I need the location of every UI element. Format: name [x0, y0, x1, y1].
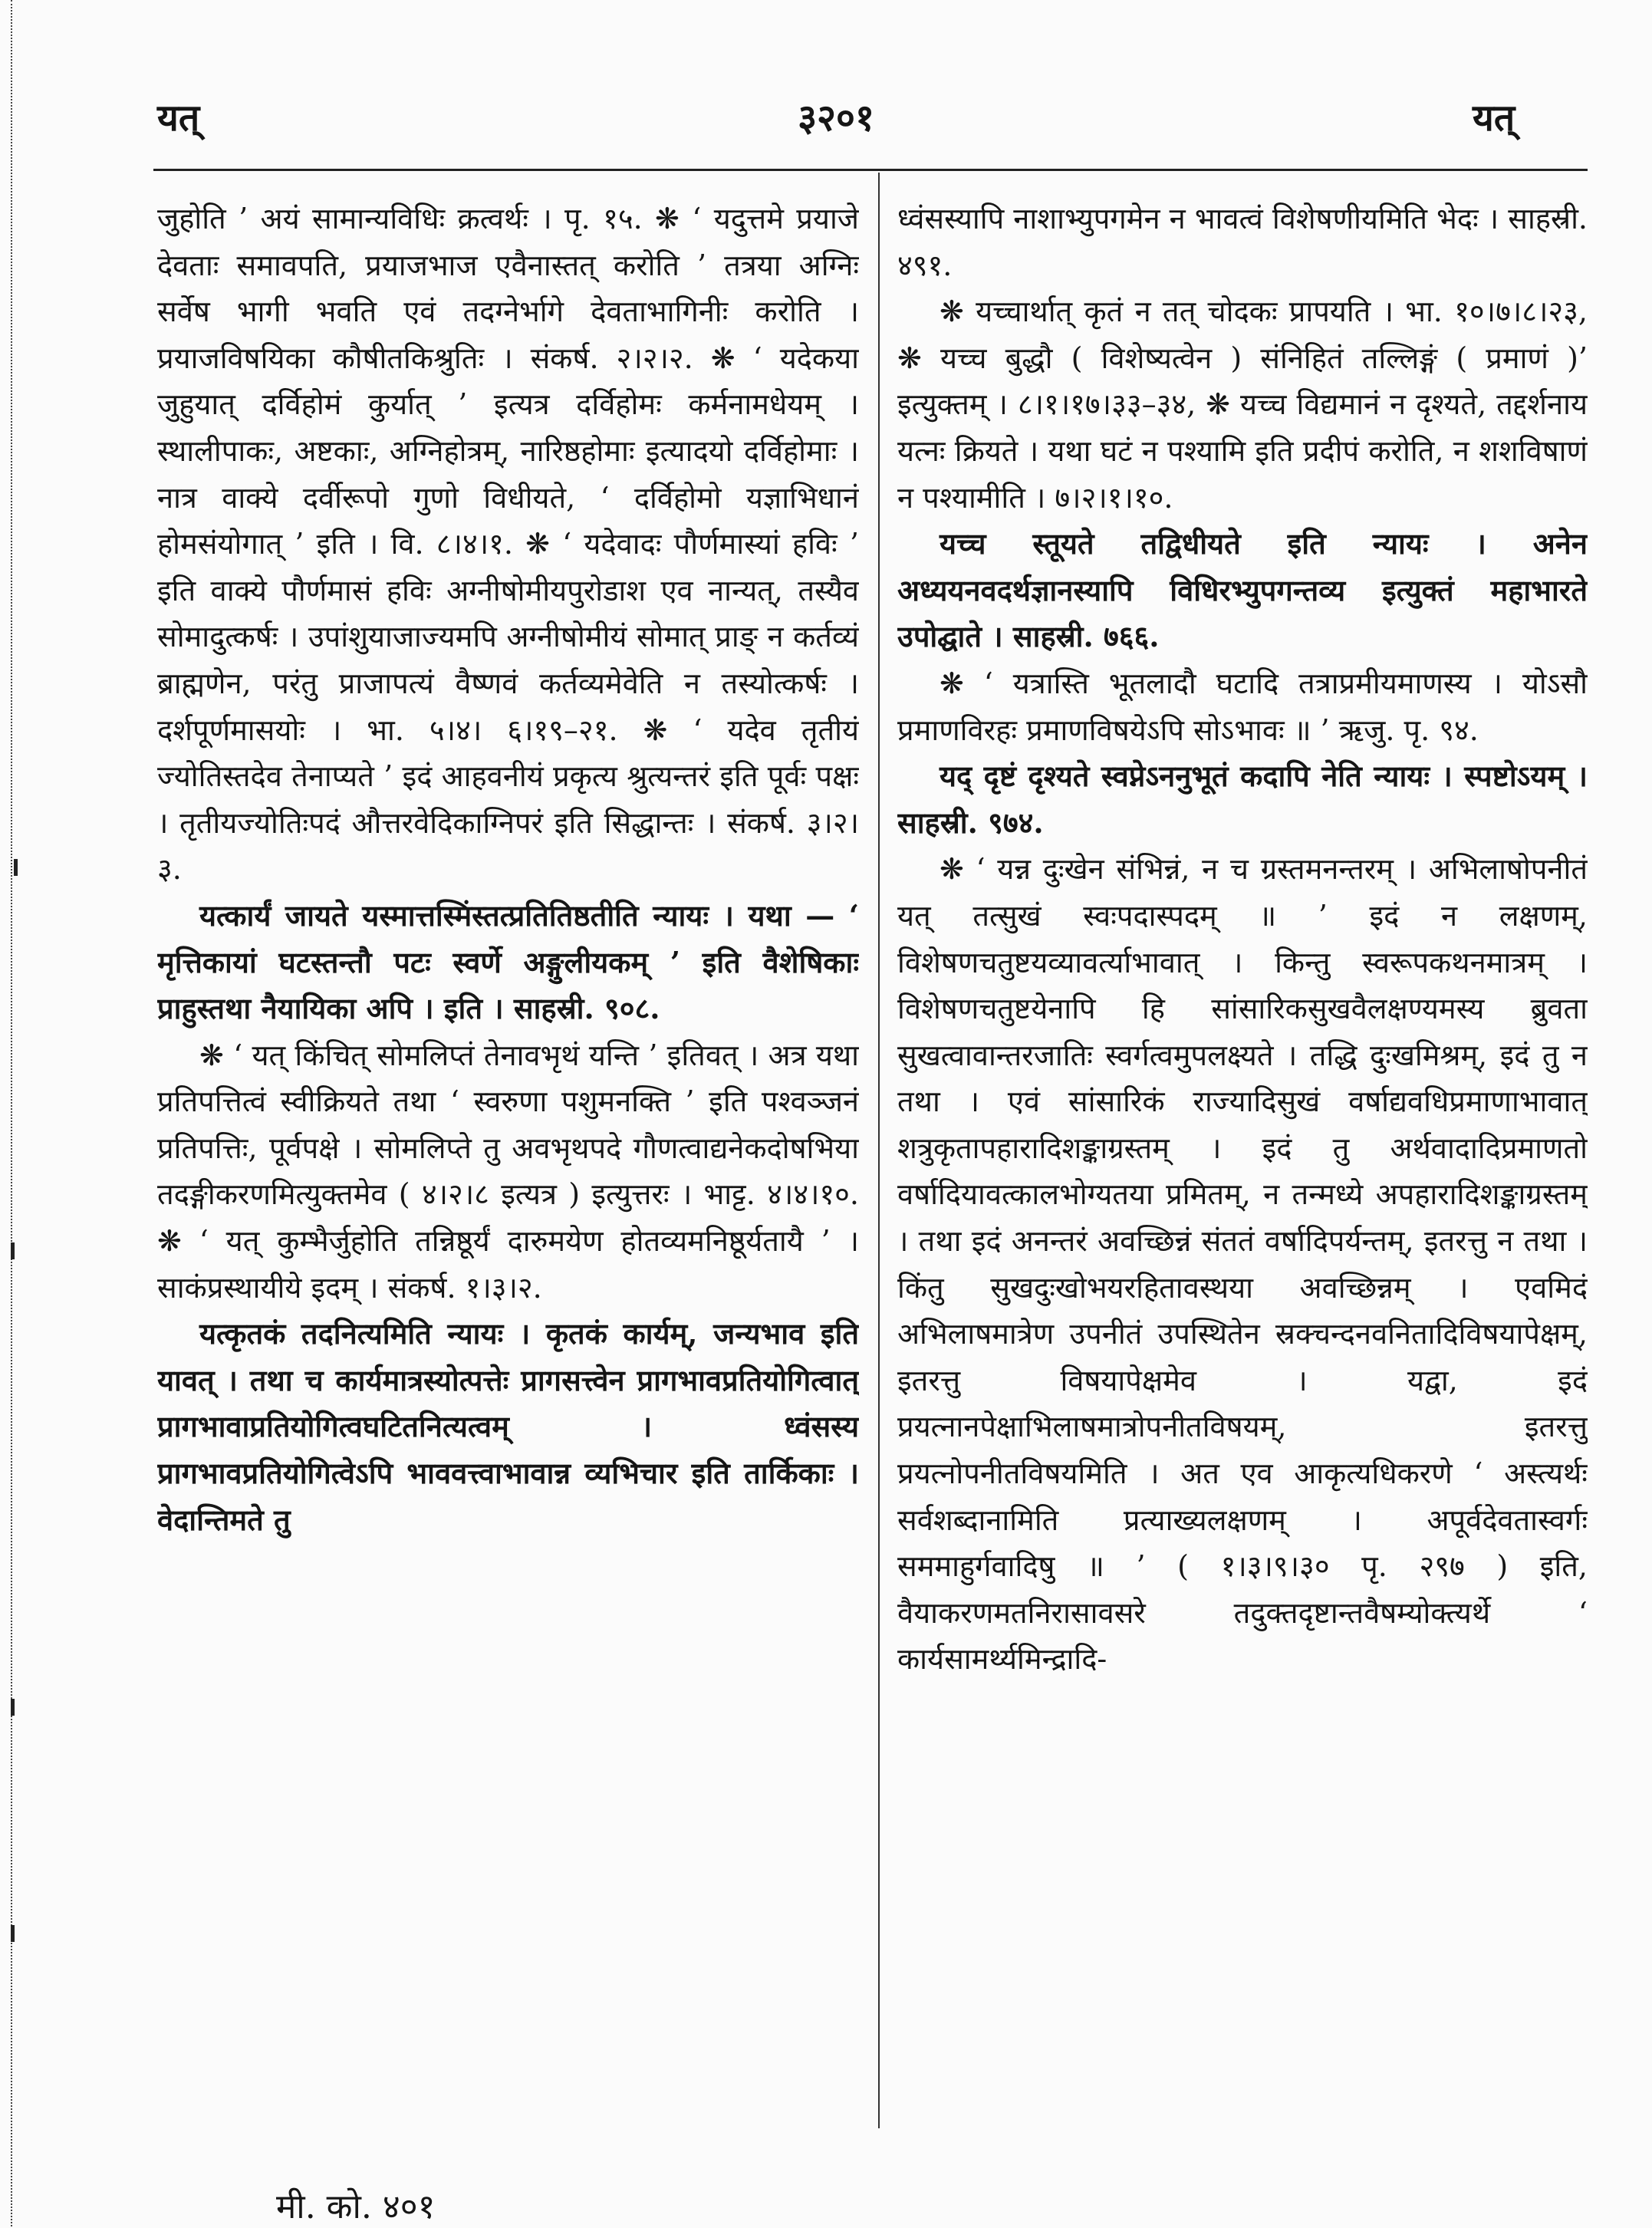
paragraph: जुहोति ’ अयं सामान्यविधिः क्रत्वर्थः । पृ. १५. ❋ ‘ यदुत्तमे प्रयाजे देवताः समावपति, प्रयाजभाज एवैनास्तत् करोति ’ तत्रया अग्निः सर्वेष भागी भवति एवं तदग्नेर्भागे देवताभागिनीः करोति । प्रयाजविषयिका कौषीतकिश्रुतिः । संकर्ष. २।२।२. ❋ ‘ यदेकया जुहुयात् दर्विहोमं कुर्यात् ’ इत्यत्र दर्विहोमः कर्मनामधेयम् । स्थालीपाकः, अष्टकाः, अग्निहोत्रम्, नारिष्ठहोमाः इत्यादयो दर्विहोमाः । नात्र वाक्ये दर्वीरूपो गुणो विधीयते, ‘ दर्विहोमो यज्ञाभिधानं होमसंयोगात् ’ इति । वि. ८।४।१. ❋ ‘ यदेवादः पौर्णमास्यां हविः ’ इति वाक्ये पौर्णमासं हविः अग्नीषोमीयपुरोडाश एव नान्यत्, तस्यैव सोमादुत्कर्षः । उपांशुयाजाज्यमपि अग्नीषोमीयं सोमात् प्राङ् न कर्तव्यं ब्राह्मणेन, परंतु प्राजापत्यं वैष्णवं कर्तव्यमेवेति न तस्योत्कर्षः । दर्शपूर्णमासयोः । भा. ५।४। ६।१९–२१. ❋ ‘ यदेव तृतीयं ज्योतिस्तदेव तेनाप्यते ’ इदं आहवनीयं प्रकृत्य श्रुत्यन्तरं इति पूर्वः पक्षः । तृतीयज्योतिःपदं औत्तरवेदिकाग्निपरं इति सिद्धान्तः । संकर्ष. ३।२।३.	[157, 202, 859, 887]
paragraph: ध्वंसस्यापि नाशाभ्युपगमेन न भावत्वं विशेषणीयमिति भेदः । साहस्री. ४९१.	[897, 202, 1588, 282]
column-divider	[878, 173, 880, 2128]
nyaya-entry: यत्कार्यं जायते यस्मात्तस्मिंस्तत्प्रतितिष्ठतीति न्यायः । यथा — ‘ मृत्तिकायां घटस्तन्तौ पटः स्वर्णे अङ्गुलीयकम् ’ इति वैशेषिकाः प्राहुस्तथा नैयायिका अपि । इति । साहस्री. ९०८.	[157, 897, 859, 1026]
nyaya-entry: यद् दृष्टं दृश्यते स्वप्नेऽननुभूतं कदापि नेति न्यायः । स्पष्टोऽयम् । साहस्री. ९७४.	[897, 759, 1588, 840]
running-head-right: यत्	[1473, 97, 1515, 140]
margin-mark	[11, 1925, 15, 1942]
page-number: ३२०१	[798, 97, 874, 140]
paragraph: ❋ ‘ यत्रास्ति भूतलादौ घटादि तत्राप्रमीयमाणस्य । योऽसौ प्रमाणविरहः प्रमाणविषयेऽपि सोऽभावः ॥ ’ ऋजु. पृ. ९४.	[897, 666, 1588, 747]
paragraph: ❋ ‘ यन्न दुःखेन संभिन्नं, न च ग्रस्तमनन्तरम् । अभिलाषोपनीतं यत् तत्सुखं स्वःपदास्पदम् ॥ ’ इदं न लक्षणम्, विशेषणचतुष्टयव्यावर्त्याभावात् । किन्तु स्वरूपकथनमात्रम् । विशेषणचतुष्टयेनापि हि सांसारिकसुखवैलक्षण्यमस्य ब्रुवता सुखत्वावान्तरजातिः स्वर्गत्वमुपलक्ष्यते । तद्धि दुःखमिश्रम्, इदं तु न तथा । एवं सांसारिकं राज्यादिसुखं वर्षाद्यवधिप्रमाणाभावात् शत्रुकृतापहारादिशङ्काग्रस्तम् । इदं तु अर्थवादादिप्रमाणतो वर्षादियावत्कालभोग्यतया प्रमितम्, न तन्मध्ये अपहारादिशङ्काग्रस्तम् । तथा इदं अनन्तरं अवच्छिन्नं संततं वर्षादिपर्यन्तम्, इतरत्तु न तथा । किंतु सुखदुःखोभयरहितावस्थया अवच्छिन्नम् । एवमिदं अभिलाषमात्रेण उपनीतं उपस्थितेन स्रक्चन्दनवनितादिविषयापेक्षम्, इतरत्तु विषयापेक्षमेव । यद्वा, इदं प्रयत्नानपेक्षाभिलाषमात्रोपनीतविषयम्, इतरत्तु प्रयत्नोपनीतविषयमिति । अत एव आकृत्यधिकरणे ‘ अस्त्यर्थः सर्वशब्दानामिति प्रत्याख्यलक्षणम् । अपूर्वदेवतास्वर्गः सममाहुर्गवादिषु ॥ ’ ( १।३।९।३० पृ. २९७ ) इति, वैयाकरणमतनिरासावसरे तदुक्तदृष्टान्तवैषम्योक्त्यर्थे ‘ कार्यसामर्थ्यमिन्द्रादि-	[897, 852, 1588, 1677]
margin-mark	[11, 1699, 15, 1716]
nyaya-entry: यच्च स्तूयते तद्विधीयते इति न्यायः । अनेन अध्ययनवदर्थज्ञानस्यापि विधिरभ्युपगन्तव्य इत्युक्तं महाभारते उपोद्घाते । साहस्री. ७६६.	[897, 526, 1588, 654]
right-column	[897, 196, 1588, 2128]
binding-edge	[0, 0, 12, 2226]
margin-mark	[14, 859, 18, 876]
paragraph: ❋ यच्चार्थात् कृतं न तत् चोदकः प्रापयति । भा. १०।७।८।२३, ❋ यच्च बुद्धौ ( विशेष्यत्वेन ) संनिहितं तल्लिङ्गं ( प्रमाणं )’ इत्युक्तम् । ८।१।१७।३३–३४, ❋ यच्च विद्यमानं न दृश्यते, तद्दर्शनाय यत्नः क्रियते । यथा घटं न पश्यामि इति प्रदीपं करोति, न शशविषाणं न पश्यामीति । ७।२।१।१०.	[897, 295, 1588, 515]
header-rule	[153, 169, 1588, 171]
left-column	[157, 196, 859, 2128]
margin-mark	[11, 1242, 15, 1259]
nyaya-entry: यत्कृतकं तदनित्यमिति न्यायः । कृतकं कार्यम्, जन्यभाव इति यावत् । तथा च कार्यमात्रस्योत्पत्तेः प्रागसत्त्वेन प्रागभावप्रतियोगित्वात् प्रागभावाप्रतियोगित्वघटितनित्यत्वम् । ध्वंसस्य प्रागभावप्रतियोगित्वेऽपि भाववत्त्वाभावान्न व्यभिचार इति तार्किकाः । वेदान्तिमते तु	[157, 1316, 859, 1537]
running-head-left: यत्	[157, 97, 200, 140]
paragraph: ❋ ‘ यत् किंचित् सोमलिप्तं तेनावभृथं यन्ति ’ इतिवत् । अत्र यथा प्रतिपत्तित्वं स्वीक्रियते तथा ‘ स्वरुणा पशुमनक्ति ’ इति पश्वञ्जनं प्रतिपत्तिः, पूर्वपक्षे । सोमलिप्ते तु अवभृथपदे गौणत्वाद्यनेकदोषभिया तदङ्गीकरणमित्युक्तमेव ( ४।२।८ इत्यत्र ) इत्युत्तरः । भाट्ट. ४।४।१०. ❋ ‘ यत् कुम्भैर्जुहोति तन्निष्ठूर्यं दारुमयेण होतव्यमनिष्ठूर्यतायै ’ । साकंप्रस्थायीये इदम् । संकर्ष. १।३।२.	[157, 1038, 859, 1305]
footer-signature: मी. को. ४०१	[276, 2187, 436, 2226]
